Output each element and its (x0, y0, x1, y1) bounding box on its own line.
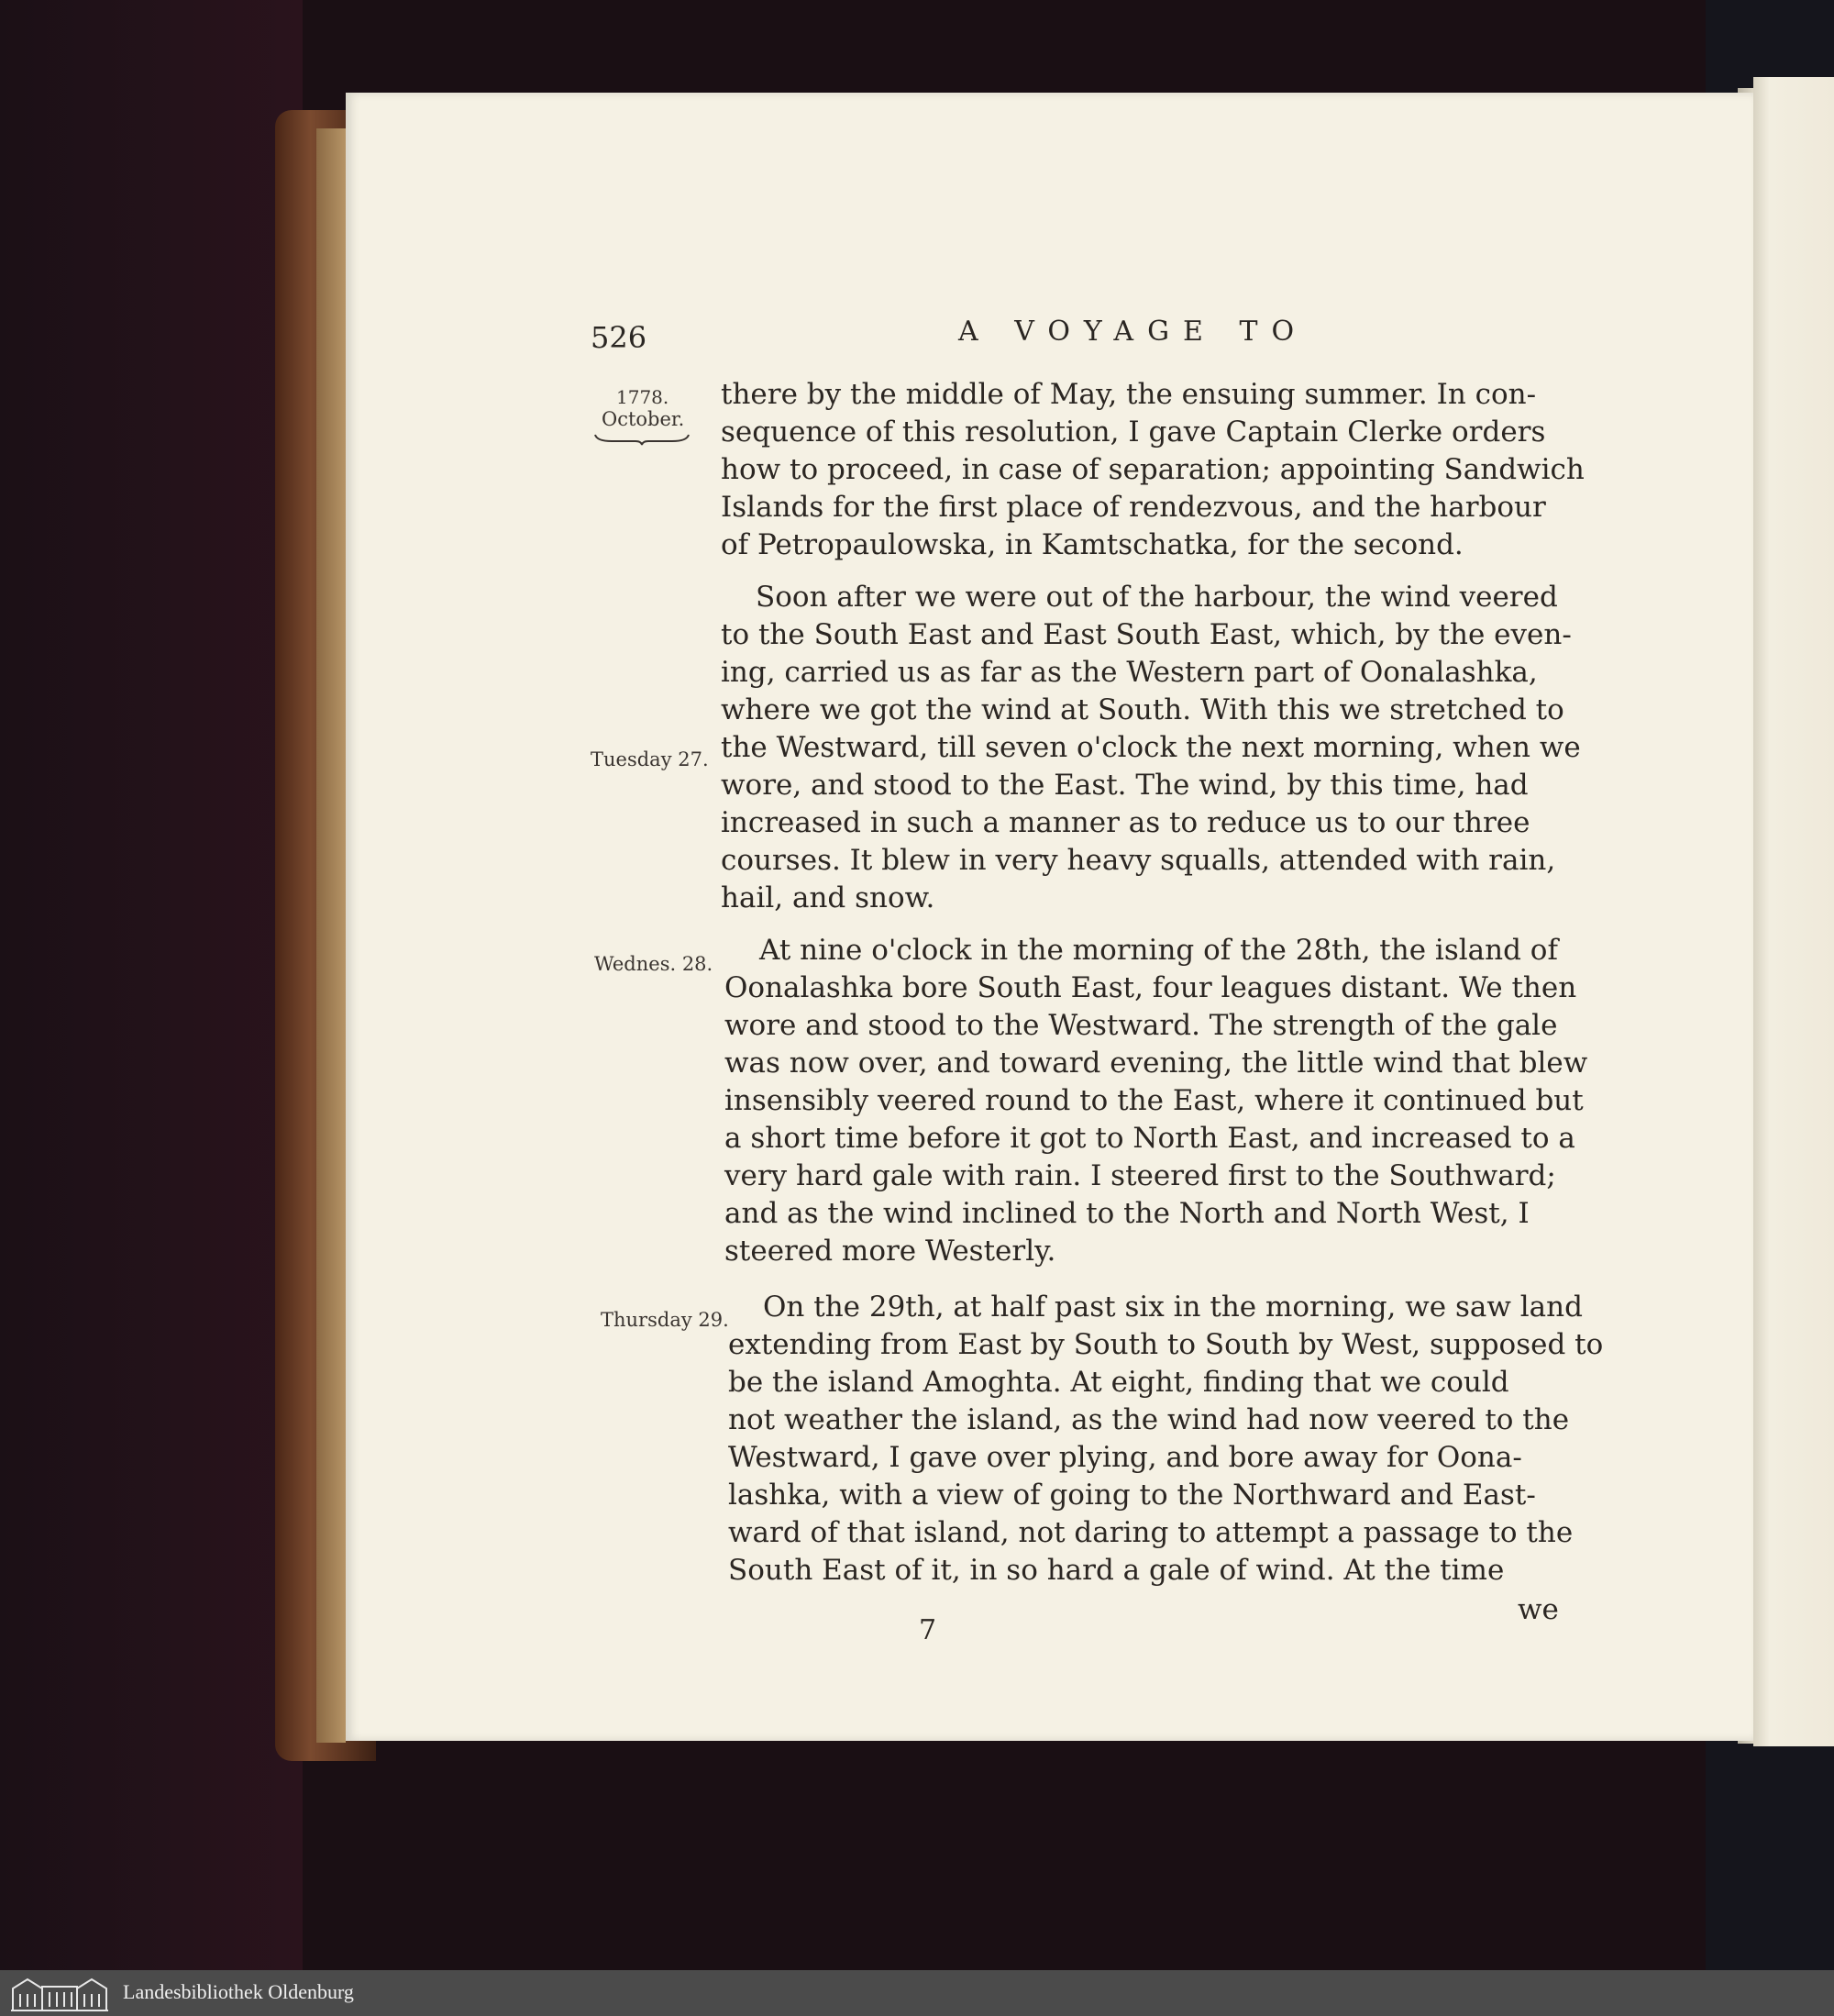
text-line: Westward, I gave over plying, and bore away for Oona- (728, 1441, 1522, 1474)
text-line: wore, and stood to the East. The wind, by this time, had (721, 769, 1529, 802)
text-line: insensibly veered round to the East, where it continued but (724, 1084, 1584, 1117)
margin-note-thursday: Thursday 29. (601, 1309, 729, 1331)
page-number: 526 (591, 320, 647, 355)
running-title: A VOYAGE TO (958, 316, 1309, 348)
text-line: extending from East by South to South by West, supposed to (728, 1328, 1604, 1361)
text-line: the Westward, till seven o'clock the next morning, when we (721, 731, 1581, 764)
margin-brace (593, 433, 691, 446)
text-line: of Petropaulowska, in Kamtschatka, for the second. (721, 528, 1464, 561)
dark-background-left (0, 0, 303, 1970)
text-line: ward of that island, not daring to attempt a passage to the (728, 1516, 1574, 1549)
signature-mark: 7 (919, 1614, 937, 1646)
page-block-edge (316, 128, 346, 1743)
text-line: Oonalashka bore South East, four leagues distant. We then (724, 971, 1577, 1004)
library-footer-bar (0, 1970, 1834, 2016)
text-line: On the 29th, at half past six in the morning, we saw land (763, 1290, 1583, 1324)
library-name: Landesbibliothek Oldenburg (123, 1980, 354, 2003)
text-line: Soon after we were out of the harbour, the wind veered (756, 581, 1558, 614)
catchword: we (1518, 1593, 1559, 1626)
text-line: to the South East and East South East, which, by the even- (721, 618, 1572, 651)
facing-page-edge (1753, 77, 1834, 1746)
text-line: very hard gale with rain. I steered first to the Southward; (724, 1159, 1556, 1192)
margin-month: October. (602, 408, 685, 430)
text-line: was now over, and toward evening, the little wind that blew (724, 1047, 1588, 1080)
text-line: sequence of this resolution, I gave Captain Clerke orders (721, 415, 1546, 449)
text-line: not weather the island, as the wind had now veered to the (728, 1403, 1570, 1436)
margin-note-wednesday: Wednes. 28. (594, 953, 713, 975)
text-line: steered more Westerly. (724, 1235, 1056, 1268)
text-line: At nine o'clock in the morning of the 28th, the island of (759, 934, 1558, 967)
text-line: where we got the wind at South. With this we stretched to (721, 693, 1564, 726)
library-building-icon (9, 1976, 110, 2012)
margin-note-tuesday: Tuesday 27. (591, 748, 709, 770)
text-line: South East of it, in so hard a gale of wind. At the time (728, 1554, 1505, 1587)
text-line: Islands for the first place of rendezvous, and the harbour (721, 491, 1546, 524)
text-line: courses. It blew in very heavy squalls, attended with rain, (721, 844, 1556, 877)
text-line: how to proceed, in case of separation; appointing Sandwich (721, 453, 1585, 486)
text-line: ing, carried us as far as the Western part of Oonalashka, (721, 656, 1538, 689)
text-line: hail, and snow. (721, 881, 935, 914)
margin-year: 1778. (616, 386, 669, 408)
text-line: a short time before it got to North East, and increased to a (724, 1122, 1575, 1155)
text-line: and as the wind inclined to the North and North West, I (724, 1197, 1530, 1230)
text-line: there by the middle of May, the ensuing summer. In con- (721, 378, 1537, 411)
text-line: be the island Amoghta. At eight, finding that we could (728, 1366, 1509, 1399)
text-line: lashka, with a view of going to the Northward and East- (728, 1479, 1536, 1512)
text-line: increased in such a manner as to reduce us to our three (721, 806, 1530, 839)
text-line: wore and stood to the Westward. The strength of the gale (724, 1009, 1558, 1042)
